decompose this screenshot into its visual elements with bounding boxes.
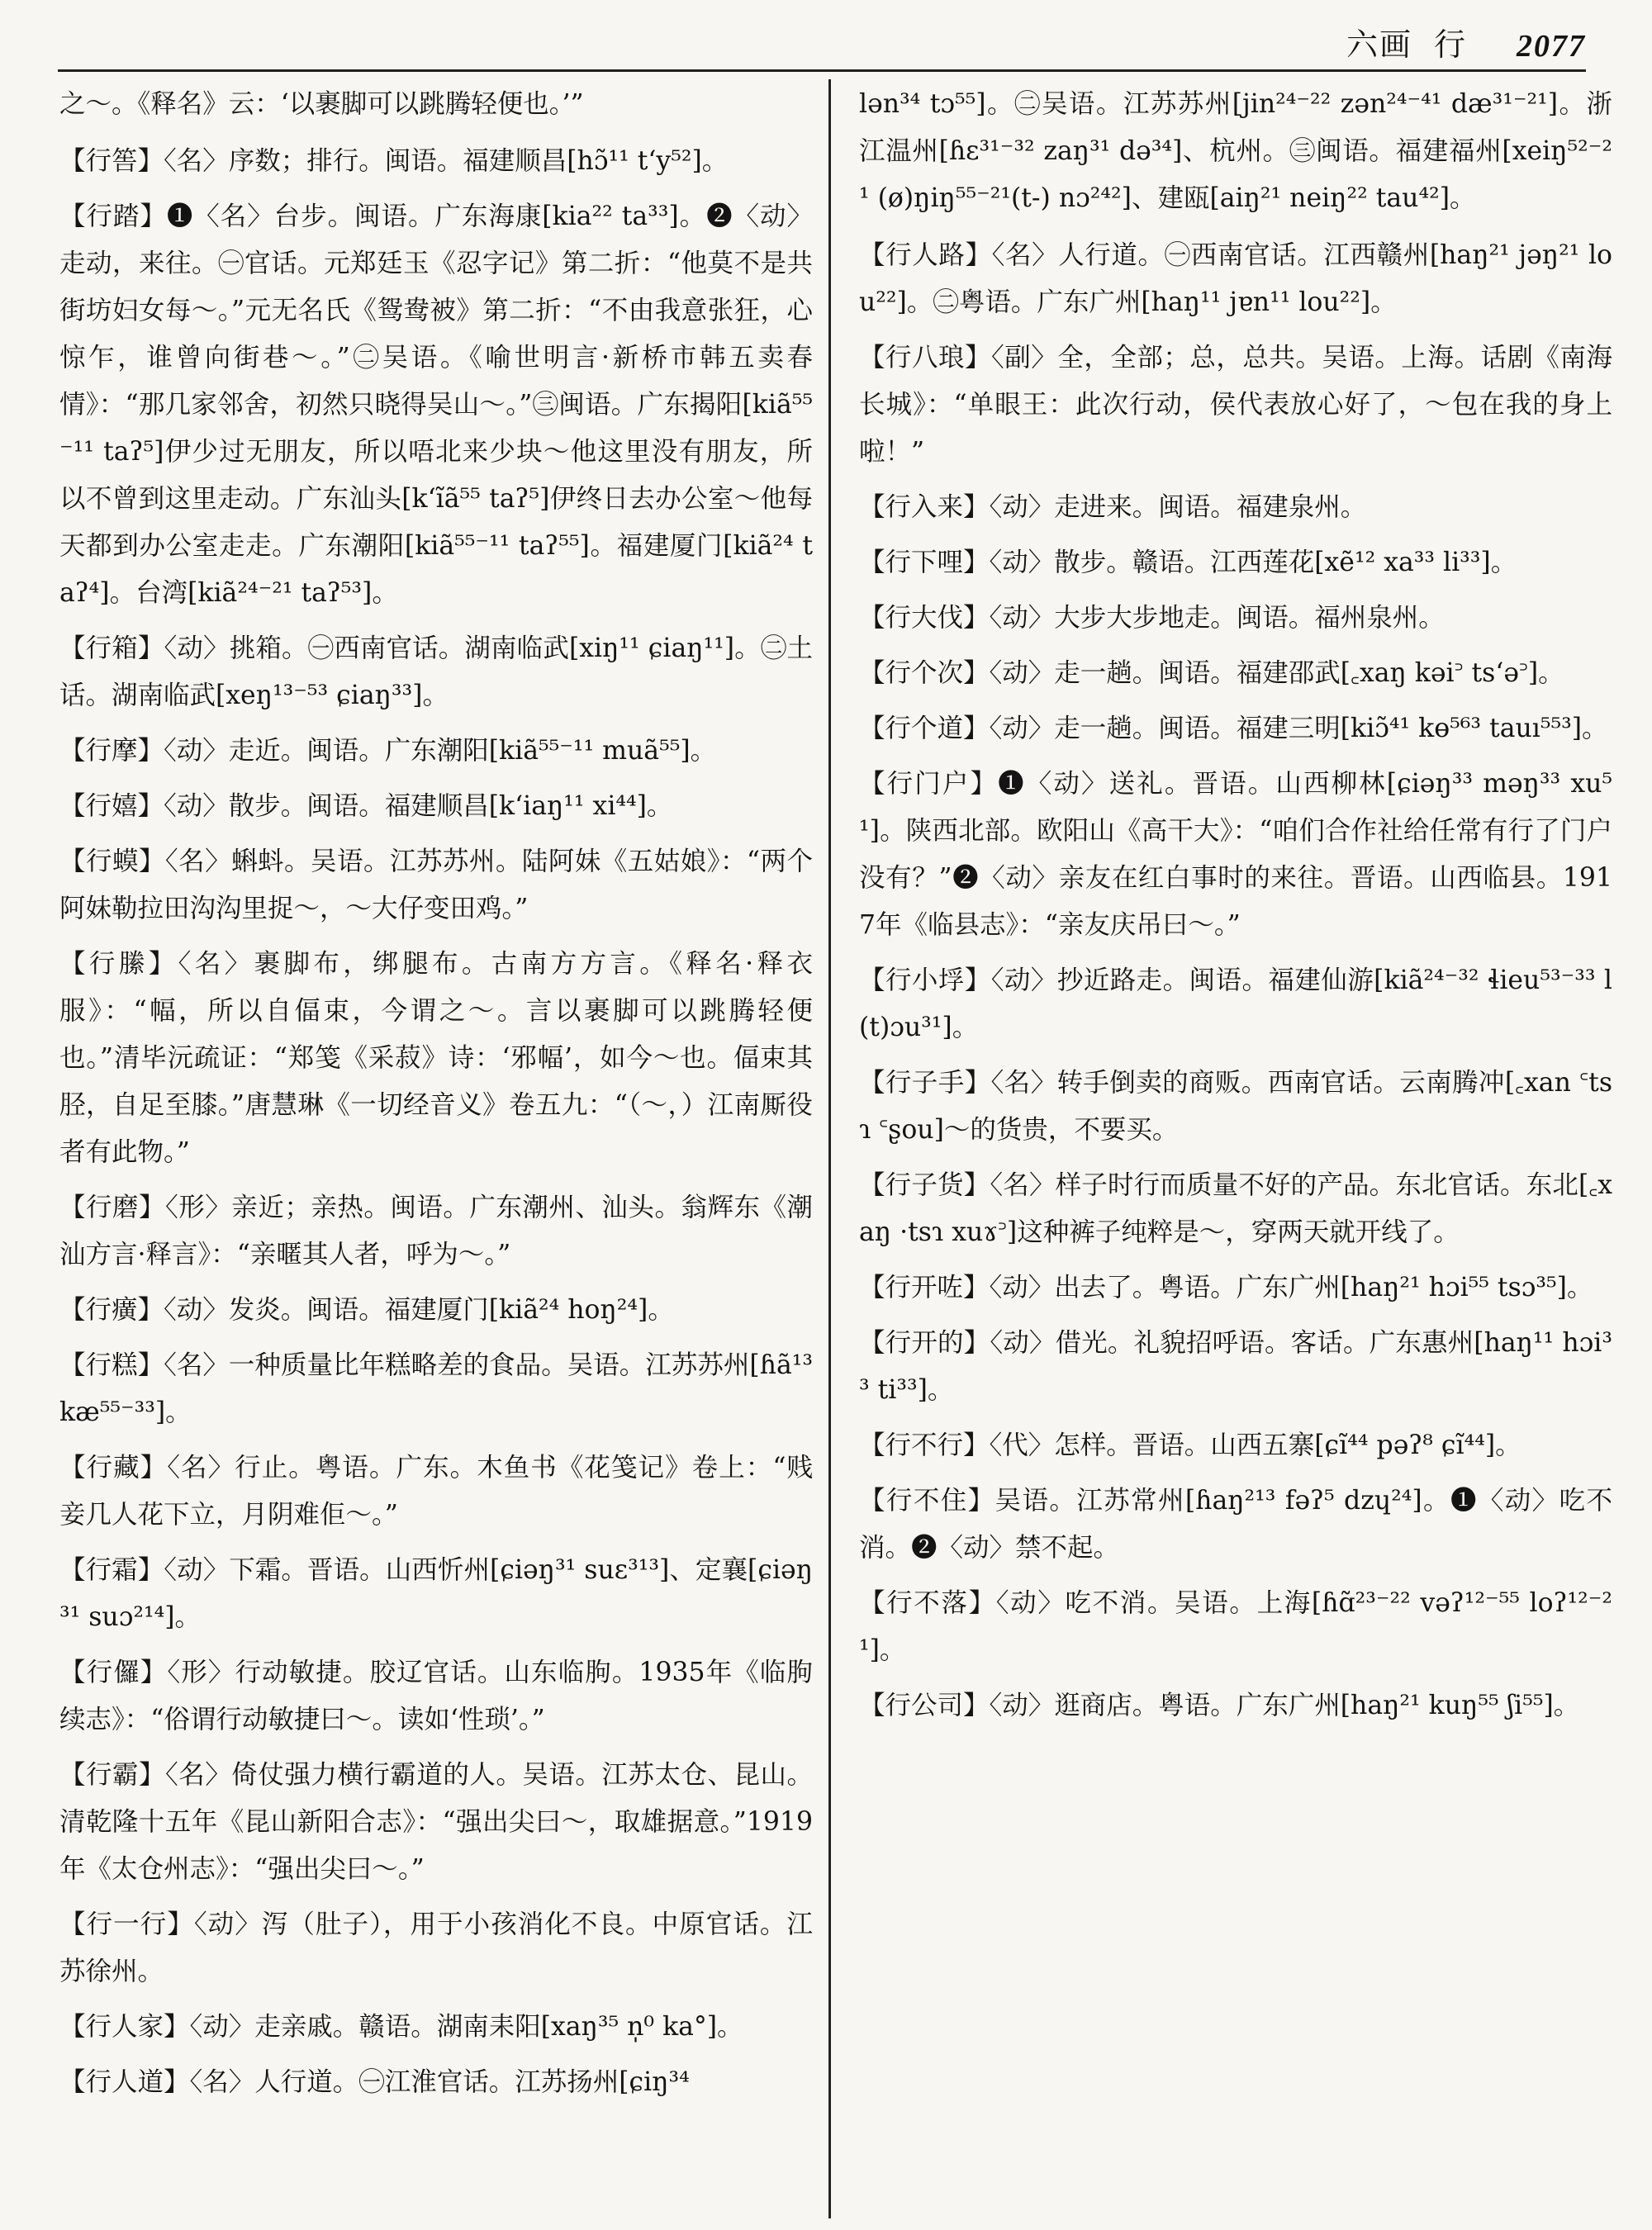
dictionary-entry: 【行个次】〈动〉走一趟。闽语。福建邵武[꜀xaŋ kəi꜄ tsʻə꜄]。 [859, 658, 1564, 688]
dictionary-entry: 【行糕】〈名〉一种质量比年糕略差的食品。吴语。江苏苏州[ɦã¹³ kæ⁵⁵⁻³³]。 [59, 1350, 813, 1427]
dictionary-entry: 【行八琅】〈副〉全，全部；总，总共。吴语。上海。话剧《南海长城》：“单眼王：此次行动，侯代表放心好了，～包在我的身上啦！” [859, 343, 1612, 467]
left-column [59, 81, 813, 2220]
dictionary-entry-continuation: lən³⁴ tɔ⁵⁵]。㊁吴语。江苏苏州[jin²⁴⁻²² zən²⁴⁻⁴¹ dæ³¹⁻²¹]。浙江温州[ɦɛ³¹⁻³² zaŋ³¹ də³⁴]、杭州。㊂闽语。福建福州[xeiŋ⁵²⁻²¹ (ø)ŋiŋ⁵⁵⁻²¹(t-) nɔ²⁴²]、建瓯[aiŋ²¹ neiŋ²² tau⁴²]。 [859, 89, 1612, 213]
dictionary-entry: 【行下哩】〈动〉散步。赣语。江西莲花[xẽ¹² xa³³ li³³]。 [859, 548, 1517, 577]
header-rule [58, 69, 1586, 72]
dictionary-entry: 【行开咗】〈动〉出去了。粤语。广东广州[haŋ²¹ hɔi⁵⁵ tsɔ³⁵]。 [859, 1273, 1593, 1302]
dictionary-entry: 【行子货】〈名〉样子时行而质量不好的产品。东北官话。东北[꜀xaŋ ·tsɿ xuɤ꜄]这种裤子纯粹是～，穿两天就开线了。 [859, 1170, 1612, 1247]
dictionary-entry: 【行门户】❶〈动〉送礼。晋语。山西柳林[ɕiəŋ³³ məŋ³³ xu⁵¹]。陕西北部。欧阳山《高干大》：“咱们合作社给任常有行了门户没有？”❷〈动〉亲友在红白事时的来往。晋语。山西临县。1917年《临县志》：“亲友庆吊曰～。” [859, 769, 1612, 940]
dictionary-entry: 【行大伐】〈动〉大步大步地走。闽语。福州泉州。 [859, 603, 1445, 633]
dictionary-entry: 【行一行】〈动〉泻（肚子），用于小孩消化不良。中原官话。江苏徐州。 [59, 1910, 813, 1986]
dictionary-entry: 【行不落】〈动〉吃不消。吴语。上海[ɦɑ̃²³⁻²² vəʔ¹²⁻⁵⁵ loʔ¹²⁻²¹]。 [859, 1588, 1612, 1665]
dictionary-entry: 【行开的】〈动〉借光。礼貌招呼语。客话。广东惠州[haŋ¹¹ hɔi³³ ti³³]。 [859, 1328, 1612, 1405]
dictionary-entry: 【行不行】〈代〉怎样。晋语。山西五寨[ɕĩ⁴⁴ pəʔ⁸ ɕĩ⁴⁴]。 [859, 1431, 1521, 1460]
stroke-count-label: 六画 [1346, 26, 1412, 63]
dictionary-entry: 【行小垺】〈动〉抄近路走。闽语。福建仙游[kiã²⁴⁻³² ɬieu⁵³⁻³³ l(t)ɔu³¹]。 [859, 966, 1612, 1042]
dictionary-entry: 【行磨】〈形〉亲近；亲热。闽语。广东潮州、汕头。翁辉东《潮汕方言·释言》：“亲暱其人者，呼为～。” [59, 1193, 813, 1269]
dictionary-entry: 【行人家】〈动〉走亲戚。赣语。湖南耒阳[xaŋ³⁵ n̩⁰ ka°]。 [59, 2012, 743, 2042]
dictionary-entry: 【行嬉】〈动〉散步。闽语。福建顺昌[kʻiaŋ¹¹ xi⁴⁴]。 [59, 791, 673, 821]
dictionary-entry: 【行摩】〈动〉走近。闽语。广东潮阳[kiã⁵⁵⁻¹¹ muã⁵⁵]。 [59, 736, 717, 766]
dictionary-entry: 【行癀】〈动〉发炎。闽语。福建厦门[kiã²⁴ hoŋ²⁴]。 [59, 1295, 674, 1325]
dictionary-entry: 【行霸】〈名〉倚仗强力横行霸道的人。吴语。江苏太仓、昆山。清乾隆十五年《昆山新阳合志》：“强出尖曰～，取雄据意。”1919年《太仓州志》：“强出尖曰～。” [59, 1760, 813, 1884]
page-header [58, 17, 1586, 64]
dictionary-entry: 【行藏】〈名〉行止。粤语。广东。木鱼书《花笺记》卷上：“贱妾几人花下立，月阴难佢～。” [59, 1453, 813, 1530]
dictionary-entry: 【行蟆】〈名〉蝌蚪。吴语。江苏苏州。陆阿妹《五姑娘》：“两个阿妹勒拉田沟沟里捉～，～大仔变田鸡。” [59, 847, 813, 923]
column-divider [828, 79, 831, 2218]
dictionary-entry: 【行子手】〈名〉转手倒卖的商贩。西南官话。云南腾冲[꜀xan ꜂tsɿ ꜂ʂou]～的货贵，不要买。 [859, 1068, 1612, 1145]
dictionary-entry: 【行箱】〈动〉挑箱。㊀西南官话。湖南临武[xiŋ¹¹ ɕiaŋ¹¹]。㊁土话。湖南临武[xeŋ¹³⁻⁵³ ɕiaŋ³³]。 [59, 633, 813, 710]
dictionary-entry: 【行人道】〈名〉人行道。㊀江淮官话。江苏扬州[ɕiŋ³⁴ [59, 2067, 690, 2097]
dictionary-entry: 【行公司】〈动〉逛商店。粤语。广东广州[haŋ²¹ kuŋ⁵⁵ ʃi⁵⁵]。 [859, 1691, 1580, 1720]
dictionary-entry: 【行个道】〈动〉走一趟。闽语。福建三明[kiɔ̃⁴¹ kɵ⁵⁶³ tauı⁵⁵³]。 [859, 714, 1608, 743]
radical-label: 行 [1433, 26, 1467, 63]
dictionary-entry: 【行儸】〈形〉行动敏捷。胶辽官话。山东临朐。1935年《临朐续志》：“俗谓行动敏捷曰～。读如‘性琐’。” [59, 1658, 813, 1734]
dictionary-entry: 【行人路】〈名〉人行道。㊀西南官话。江西赣州[haŋ²¹ jəŋ²¹ lou²²]。㊁粤语。广东广州[haŋ¹¹ jɐn¹¹ lou²²]。 [859, 240, 1612, 317]
right-column [859, 81, 1612, 2220]
dictionary-entry: 【行霜】〈动〉下霜。晋语。山西忻州[ɕiəŋ³¹ suɛ³¹³]、定襄[ɕiəŋ³¹ suɔ²¹⁴]。 [59, 1555, 813, 1632]
page-number: 2077 [1517, 29, 1586, 64]
dictionary-entry: 【行踏】❶〈名〉台步。闽语。广东海康[kia²² ta³³]。❷〈动〉走动，来往。㊀官话。元郑廷玉《忍字记》第二折：“他莫不是共街坊妇女每～。”元无名氏《鸳鸯被》第二折：“不由我意张狂，心惊乍，谁曾向街巷～。”㊁吴语。《喻世明言·新桥市韩五卖春情》：“那几家邻舍，初然只晓得吴山～。”㊂闽语。广东揭阳[kiã⁵⁵⁻¹¹ taʔ⁵]伊少过无朋友，所以唔北来少块～他这里没有朋友，所以不曾到这里走动。广东汕头[kʻĩã⁵⁵ taʔ⁵]伊终日去办公室～他每天都到办公室走走。广东潮阳[kiã⁵⁵⁻¹¹ taʔ⁵⁵]。福建厦门[kiã²⁴ taʔ⁴]。台湾[kiã²⁴⁻²¹ taʔ⁵³]。 [59, 202, 813, 608]
dictionary-entry: 【行縢】〈名〉裹脚布，绑腿布。古南方方言。《释名·释衣服》：“幅，所以自偪束，今谓之～。言以裹脚可以跳腾轻便也。”清毕沅疏证：“郑笺《采菽》诗：‘邪幅’，如今～也。偪束其胫，自足至膝。”唐慧琳《一切经音义》卷五九：“（～，）江南厮役者有此物。” [59, 949, 813, 1167]
dictionary-entry: 【行不住】吴语。江苏常州[ɦaŋ²¹³ fəʔ⁵ dzɥ²⁴]。❶〈动〉吃不消。❷〈动〉禁不起。 [859, 1486, 1612, 1563]
dictionary-entry-continuation: 之～。《释名》云：‘以裹脚可以跳腾轻便也。’” [59, 89, 584, 119]
dictionary-entry: 【行筶】〈名〉序数；排行。闽语。福建顺昌[hɔ̃¹¹ tʻy⁵²]。 [59, 146, 729, 176]
dictionary-entry: 【行入来】〈动〉走进来。闽语。福建泉州。 [859, 492, 1367, 522]
